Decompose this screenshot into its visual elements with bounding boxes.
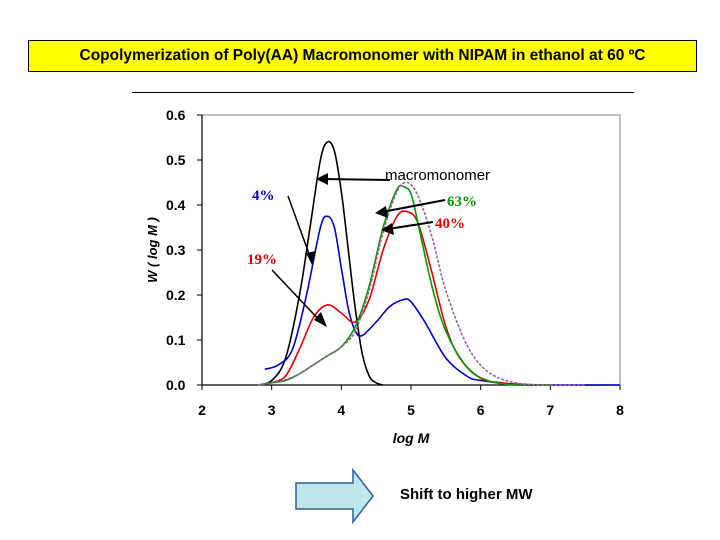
y-tick-label: 0.0 [166,377,186,393]
x-tick-label: 5 [407,402,415,418]
x-tick-label: 4 [337,402,346,418]
x-axis-label: log M [392,430,430,446]
y-tick-label: 0.6 [166,107,186,123]
x-tick-label: 2 [198,402,206,418]
y-tick-label: 0.2 [166,287,186,303]
y-tick-label: 0.1 [166,332,186,348]
y-tick-label: 0.3 [166,242,186,258]
annotation-macromonomer: macromonomer [385,167,491,184]
slide-title: Copolymerization of Poly(AA) Macromonomer with NIPAM in ethanol at 60 ºC [28,40,697,72]
x-tick-label: 3 [267,402,276,418]
x-tick-label: 8 [616,402,624,418]
x-tick-label: 6 [476,402,485,418]
y-tick-label: 0.4 [166,197,186,213]
y-axis-label: W ( log M ) [145,217,160,283]
annotation-4pct: 4% [252,188,275,204]
x-tick-label: 7 [546,402,555,418]
shift-label: Shift to higher MW [400,486,533,503]
annotation-63pct: 63% [447,194,477,210]
annotation-40pct: 40% [435,216,465,232]
y-tick-label: 0.5 [166,152,186,168]
annotation-19pct: 19% [247,252,277,268]
